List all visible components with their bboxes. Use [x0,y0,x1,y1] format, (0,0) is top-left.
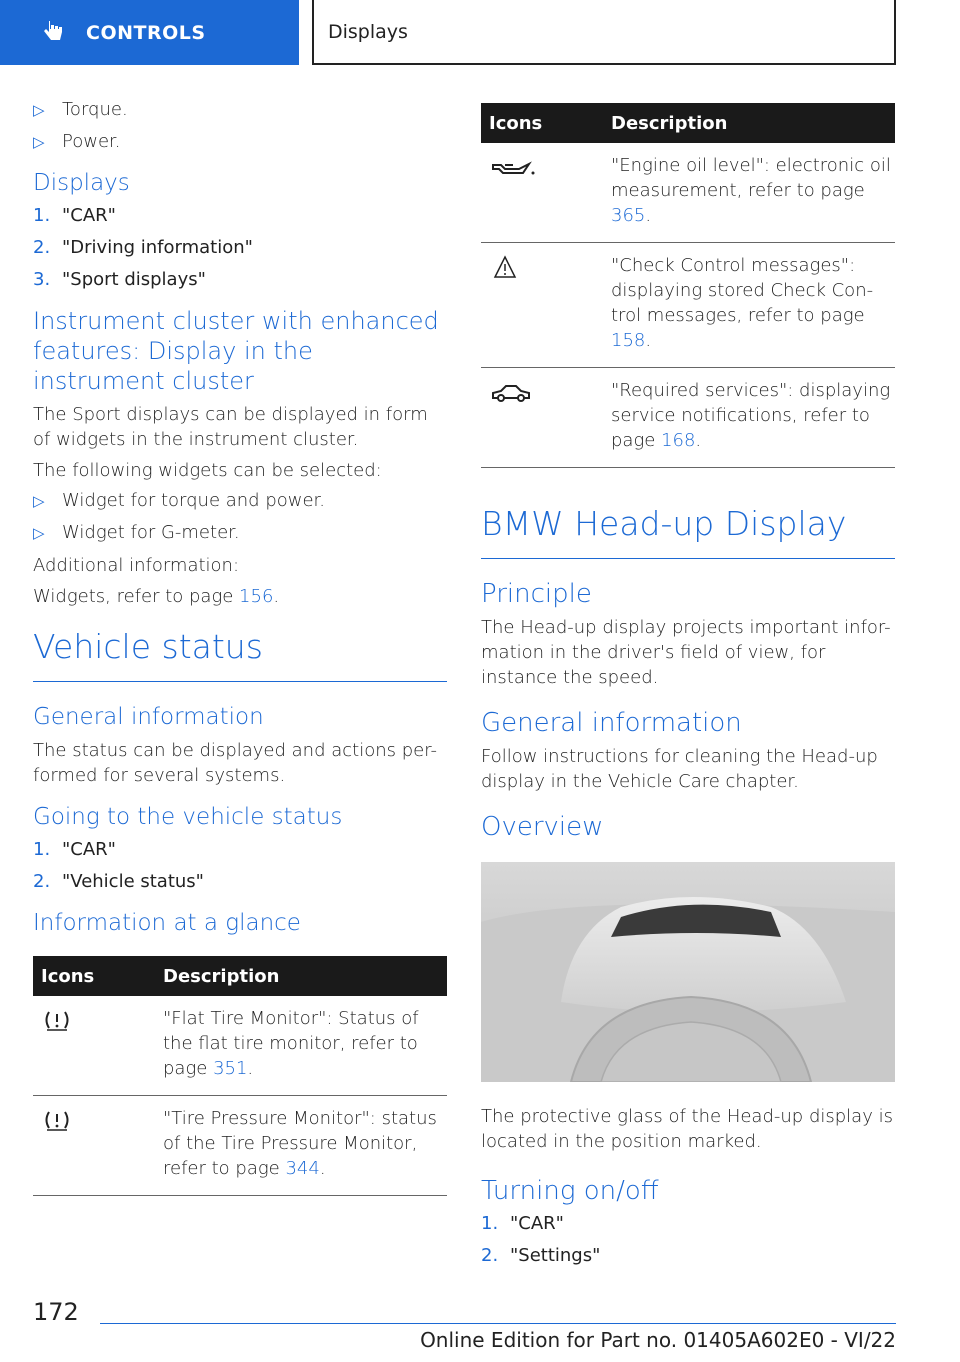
table-header: Icons Description [481,103,895,143]
paragraph: The Sport displays can be displayed in form of widgets in the instrument cluster. [33,404,428,450]
step-item: 2. "Settings" [481,1245,601,1266]
table-header: Icons Description [33,956,447,996]
list-item: ▷ Widget for torque and power. [33,490,326,511]
icon-table [33,956,447,1196]
icon-table [481,103,895,468]
page-number: 172 [33,1298,79,1326]
section-heading: General information [33,704,264,730]
page-link[interactable]: 158 [611,330,646,351]
caption: The protective glass of the Head-up display is located in the position marked. [481,1106,893,1152]
step-item: 1. "CAR" [33,205,116,226]
section-heading: Turning on/off [481,1176,659,1206]
left-column [33,98,447,1196]
pointer-hand-icon [40,18,66,48]
car-service-icon [489,378,537,408]
bullet-triangle-icon: ▷ [33,524,45,542]
section-heading: Information at a glance [33,910,301,936]
page-link[interactable]: 344 [285,1158,320,1179]
paragraph: Widgets, refer to page 156. [33,586,280,607]
paragraph: The following widgets can be selected: [33,460,382,481]
page-link[interactable]: 365 [611,205,646,226]
section-tab[interactable] [0,0,299,65]
paragraph: Additional information: [33,555,240,576]
step-item: 1. "CAR" [481,1213,564,1234]
page-link[interactable]: 156 [239,586,274,607]
breadcrumb-label: Displays [328,20,408,43]
paragraph: The status can be displayed and actions per-formed for several systems. [33,740,437,786]
tire-warning-icon [41,1006,89,1036]
step-item: 1. "CAR" [33,839,116,860]
table-row: "Engine oil level": electronic oil measurement, refer to page 365. [481,143,895,243]
section-heading: Overview [481,812,604,842]
section-heading: Displays [33,170,130,196]
section-heading: General information [481,708,742,738]
paragraph: The Head-up display projects important infor-mation in the driver's field of view, for instance the speed. [481,617,891,688]
table-row: "Check Control messages": displaying stored Check Con-trol messages, refer to page 158. [481,243,895,368]
step-item: 2. "Vehicle status" [33,871,204,892]
warning-triangle-icon [489,253,537,283]
oil-can-icon [489,153,537,183]
step-item: 3. "Sport displays" [33,269,206,290]
paragraph: Follow instructions for cleaning the Head-up display in the Vehicle Care chapter. [481,746,878,792]
section-label: CONTROLS [86,21,206,44]
chapter-title: BMW Head-up Display [481,504,895,559]
section-heading: Instrument cluster with enhanced features: Display in the instrument cluster [33,307,439,395]
page-link[interactable]: 351 [213,1058,248,1079]
bullet-triangle-icon: ▷ [33,492,45,510]
hud-photo [481,862,895,1082]
section-heading: Principle [481,579,592,609]
right-column [481,103,895,1276]
edition-footer: Online Edition for Part no. 01405A602E0 - VI/22 [100,1323,896,1352]
tire-pressure-icon [41,1106,89,1136]
bullet-triangle-icon: ▷ [33,101,45,119]
list-item: ▷ Widget for G-meter. [33,522,240,543]
table-row: "Tire Pressure Monitor": status of the Tire Pressure Monitor, refer to page 344. [33,1096,447,1196]
breadcrumb [312,0,896,65]
list-item: ▷ Power. [33,131,121,152]
table-row: "Required services": displaying service notifications, refer to page 168. [481,368,895,468]
section-heading: Going to the vehicle status [33,804,343,830]
list-item: ▷ Torque. [33,99,128,120]
table-row: "Flat Tire Monitor": Status of the flat tire monitor, refer to page 351. [33,996,447,1096]
chapter-title: Vehicle status [33,627,447,682]
bullet-triangle-icon: ▷ [33,133,45,151]
page-link[interactable]: 168 [661,430,696,451]
step-item: 2. "Driving information" [33,237,253,258]
